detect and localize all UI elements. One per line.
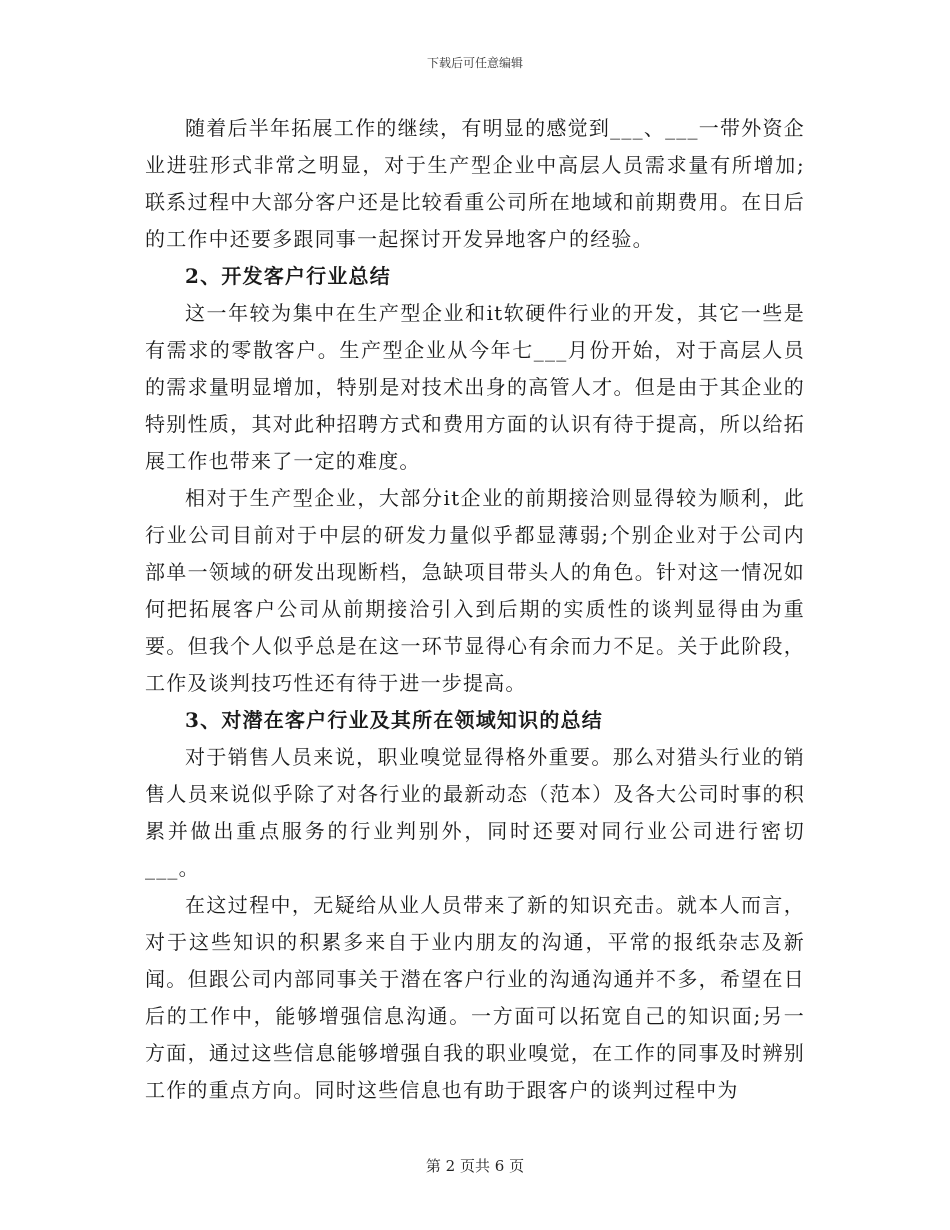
paragraph-5: 在这过程中，无疑给从业人员带来了新的知识充击。就本人而言，对于这些知识的积累多来自于业内朋友的沟通，平常的报纸杂志及新闻。但跟公司内部同事关于潜在客户行业的沟通沟通并不多，希望在日后的工作中，能够增强信息沟通。一方面可以拓宽自己的知识面;另一方面，通过这些信息能够增强自我的职业嗅觉，在工作的同事及时辨别工作的重点方向。同时这些信息也有助于跟客户的谈判过程中为 — [145, 893, 805, 1102]
document-body — [145, 110, 805, 1109]
paragraph-2: 这一年较为集中在生产型企业和it软硬件行业的开发，其它一些是有需求的零散客户。生产型企业从今年七___月份开始，对于高层人员的需求量明显增加，特别是对技术出身的高管人才。但是由于其企业的特别性质，其对此种招聘方式和费用方面的认识有待于提高，所以给拓展工作也带来了一定的难度。 — [145, 301, 805, 473]
paragraph-1: 随着后半年拓展工作的继续，有明显的感觉到___、___一带外资企业进驻形式非常之明显，对于生产型企业中高层人员需求量有所增加;联系过程中大部分客户还是比较看重公司所在地域和前期费用。在日后的工作中还要多跟同事一起探讨开发异地客户的经验。 — [145, 116, 805, 251]
page-header: 下载后可任意编辑 — [426, 56, 523, 70]
paragraph-3: 相对于生产型企业，大部分it企业的前期接洽则显得较为顺利，此行业公司目前对于中层的研发力量似乎都显薄弱;个别企业对于公司内部单一领域的研发出现断档，急缺项目带头人的角色。针对这一情况如何把拓展客户公司从前期接洽引入到后期的实质性的谈判显得由为重要。但我个人似乎总是在这一环节显得心有余而力不足。关于此阶段，工作及谈判技巧性还有待于进一步提高。 — [145, 486, 805, 695]
paragraph-4: 对于销售人员来说，职业嗅觉显得格外重要。那么对猎头行业的销售人员来说似乎除了对各行业的最新动态（范本）及各大公司时事的积累并做出重点服务的行业判别外，同时还要对同行业公司进行密切___。 — [145, 745, 805, 880]
page-footer: 第 2 页共 6 页 — [425, 1157, 525, 1175]
section-heading-3: 3、对潜在客户行业及其所在领域知识的总结 — [185, 708, 603, 732]
section-heading-2: 2、开发客户行业总结 — [185, 264, 391, 288]
